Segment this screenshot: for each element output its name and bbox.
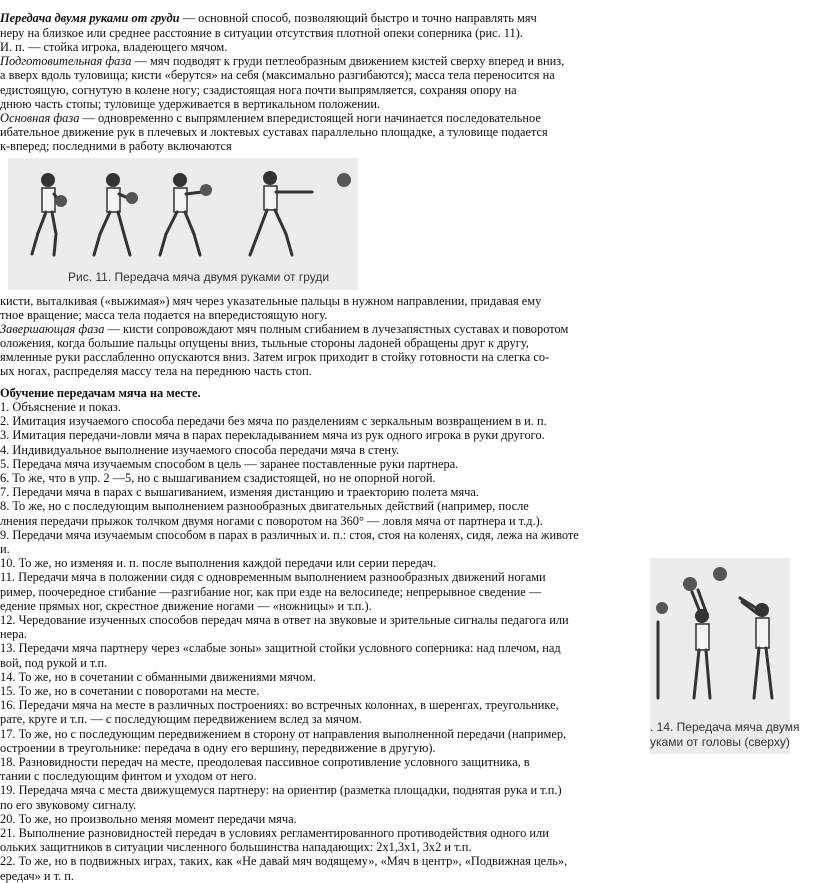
training-item-line: 22. То же, но в подвижных играх, таких, как «Не давай мяч водящему», «Мяч в центр», «Подвижная цель», bbox=[0, 854, 568, 869]
intro-line-2: неру на близкое или среднее расстояние в ситуации отсутствия плотной опеки соперника (рис. 11). bbox=[0, 26, 523, 40]
training-item-line: 10. То же, но изменяя и. п. после выполнения каждой передачи или серии передач. bbox=[0, 556, 437, 571]
training-item-line: 5. Передача мяча изучаемым способом в цель — заранее поставленные руки партнера. bbox=[0, 456, 459, 471]
figure-14-illustration bbox=[650, 558, 790, 718]
figure-11 bbox=[8, 158, 358, 290]
training-item-line: 3. Имитация передачи-ловли мяча в парах перекладыванием мяча из рук одного игрока в руки другого. bbox=[0, 428, 545, 443]
training-item-line: едение прямых ног, скрестное движение ногами — «ножницы» и т.п.). bbox=[0, 598, 372, 613]
figure-14-caption-line-2: уками от головы (сверху) bbox=[650, 735, 790, 749]
intro-line-3: И. п. — стойка игрока, владеющего мячом. bbox=[0, 40, 228, 54]
final-line-2: оложения, когда большие пальцы опущены вниз, тыльные стороны ладоней обращены друг к другу, bbox=[0, 336, 529, 350]
prep-line-3: едистоящую, согнутую в колене ногу; сзадистоящая нога почти выпрямляется, сохраняя опору на bbox=[0, 83, 517, 97]
main-line-2: ибательное движение рук в плечевых и локтевых суставах параллельно площадке, а туловище подается bbox=[0, 125, 548, 139]
training-item-line: тании с последующим финтом и уходом от него. bbox=[0, 769, 257, 784]
training-item-line: 19. Передача мяча с места движущемуся партнеру: на ориентир (разметка площадки, поднятая рука и т.п.) bbox=[0, 783, 562, 798]
intro-line-1: Передача двумя руками от груди — основной способ, позволяющий быстро и точно направлять мяч bbox=[0, 11, 537, 25]
training-item-line: 20. То же, но произвольно меняя момент передачи мяча. bbox=[0, 811, 297, 826]
figure-14 bbox=[650, 558, 800, 754]
training-item-line: рате, круге и т.п. — с последующим передвижением вслед за мячом. bbox=[0, 712, 362, 727]
training-item-line: 7. Передачи мяча в парах с вышагиванием, изменяя дистанцию и траекторию полета мяча. bbox=[0, 485, 479, 500]
training-heading: Обучение передачам мяча на месте. bbox=[0, 386, 201, 400]
training-item-line: ример, поочередное сгибание —разгибание ног, как при езде на велосипеде; непрерывное сведение — bbox=[0, 584, 542, 599]
figure-11-caption: Рис. 11. Передача мяча двумя руками от груди bbox=[68, 270, 330, 284]
training-item-line: 18. Разновидности передач на месте, преодолевая пассивное сопротивление условного защитника, в bbox=[0, 755, 530, 769]
training-item-line: вой, под рукой и т.п. bbox=[0, 655, 108, 670]
training-item-line: 6. То же, что в упр. 2 —5, но с вышагиванием сзадистоящей, но не опорной ногой. bbox=[0, 471, 436, 485]
main-lead: Основная фаза bbox=[0, 111, 80, 125]
training-item-line: 13. Передачи мяча партнеру через «слабые зоны» защитной стойки условного соперника: над плечом, над bbox=[0, 641, 561, 656]
training-item-line: 1. Объяснение и показ. bbox=[0, 400, 121, 414]
training-item-line: нера. bbox=[0, 627, 27, 642]
main-line-3: к-вперед; последними в работу включаются bbox=[0, 139, 232, 153]
training-item-line: 9. Передачи мяча изучаемым способом в парах в различных и. п.: стоя, стоя на коленях, сидя, лежа на животе bbox=[0, 527, 579, 542]
main-line-1: Основная фаза — одновременно с выпрямлением впередистоящей ноги начинается последовательное bbox=[0, 111, 541, 125]
training-item-line: 12. Чередование изученных способов передач мяча в ответ на звуковые и зрительные сигналы педагога или bbox=[0, 613, 569, 627]
training-item-line: ередач» и т. п. bbox=[0, 868, 74, 883]
prep-lead: Подготовительная фаза bbox=[0, 54, 132, 68]
after-line-1: кисти, выталкивая («выжимая») мяч через указательные пальцы в нужном направлении, придавая ему bbox=[0, 294, 542, 308]
training-item-line: 15. То же, но в сочетании с поворотами на месте. bbox=[0, 684, 260, 698]
final-lead: Завершающая фаза bbox=[0, 322, 105, 336]
training-item-line: 11. Передачи мяча в положении сидя с одновременным выполнением разнообразных движений ногами bbox=[0, 570, 546, 585]
training-item-line: по его звуковому сигналу. bbox=[0, 797, 137, 812]
prep-line-4: днюю часть стопы; туловище удерживается в вертикальном положении. bbox=[0, 97, 381, 111]
intro-lead: Передача двумя руками от груди bbox=[0, 11, 180, 25]
training-item-line: 4. Индивидуальное выполнение изучаемого способа передачи мяча в стену. bbox=[0, 442, 400, 457]
training-item-line: 16. Передачи мяча на месте в различных построениях: во встречных колоннах, в шеренгах, треугольнике, bbox=[0, 698, 559, 713]
training-item-line: и. bbox=[0, 542, 10, 556]
training-item-line: 2. Имитация изучаемого способа передачи без мяча по разделениям с зеркальным возвращением в и. п. bbox=[0, 414, 547, 429]
training-item-line: остроении в треугольнике: передача в одну его вершину, передвижение в другую). bbox=[0, 740, 436, 755]
training-item-line: 14. То же, но в сочетании с обманными движениями мячом. bbox=[0, 669, 316, 684]
final-line-4: ых ногах, распределяя массу тела на переднюю часть стоп. bbox=[0, 364, 312, 378]
figure-14-caption-line-1: . 14. Передача мяча двумя bbox=[650, 720, 800, 734]
training-item-line: 8. То же, но с последующим выполнением разнообразных двигательных действий (например, после bbox=[0, 499, 529, 514]
prep-line-1: Подготовительная фаза — мяч подводят к груди петлеобразным движением кистей сверху вперед и вниз, bbox=[0, 54, 565, 68]
training-item-line: ольких защитников в ситуации численного большинства нападающих: 2х1,3х1, 3х2 и т.п. bbox=[0, 840, 472, 855]
training-item-line: лнения передачи прыжок толчком двумя ногами с поворотом на 360° — ловля мяча от партнера и т.д.). bbox=[0, 513, 543, 528]
training-item-line: 21. Выполнение разновидностей передач в условиях регламентированного противодействия одного или bbox=[0, 826, 549, 840]
training-item-line: 17. То же, но с последующим передвижением в сторону от направления выполненной передачи (например, bbox=[0, 726, 567, 741]
prep-line-2: а вверх вдоль туловища; кисти «берутся» на себя (максимально разгибаются); масса тела переносится на bbox=[0, 68, 555, 82]
after-line-2: тное вращение; масса тела подается на впередистоящую ногу. bbox=[0, 308, 328, 322]
final-line-1: Завершающая фаза — кисти сопровождают мяч полным сгибанием в лучезапястных суставах и поворотом bbox=[0, 322, 569, 336]
final-line-3: ямленные руки расслабленно опускаются вниз. Затем игрок приходит в стойку готовности на слегка со- bbox=[0, 350, 550, 364]
